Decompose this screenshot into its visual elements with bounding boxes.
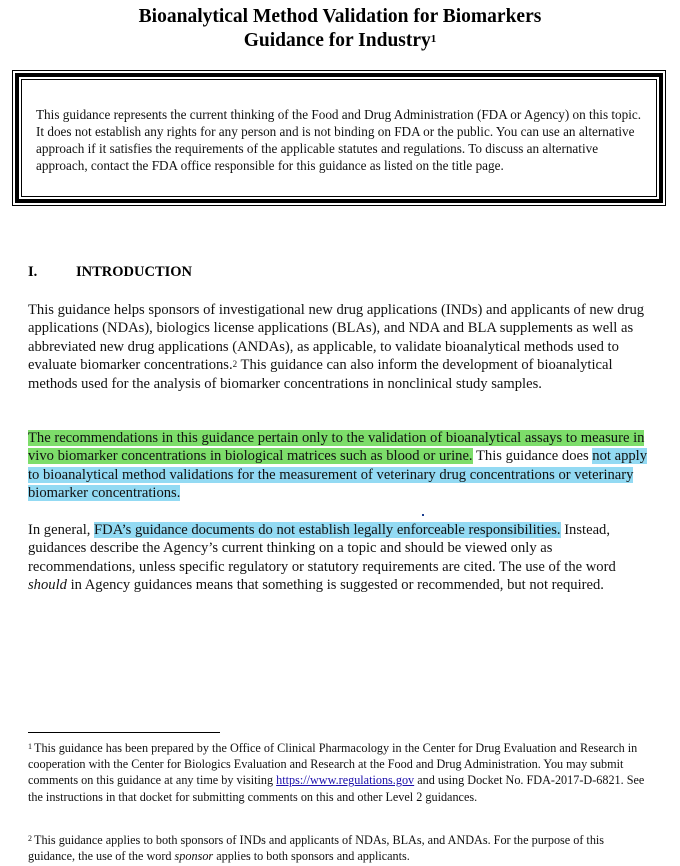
- fn2-number: 2: [28, 834, 32, 843]
- p3-plain-end: in Agency guidances means that something is suggested or recommended, but not required.: [66, 577, 604, 594]
- p1-text-before: This guidance helps sponsors of investigational new drug applications (INDs) and applicants of new drug applications (NDAs), biologics license applications (BLAs), and NDA and BLA supplements as well as abbreviated new drug applications (ANDAs), as applicable, to validate bioanalytical methods used to evaluate biomarker concentrations.: [28, 302, 645, 374]
- fn1-number: 1: [28, 742, 32, 751]
- p3-plain-mid: Instead, guidances describe the Agency’s current thinking on a topic and should be viewed only as recommendations, unless specific regulatory or statutory requirements are cited. The use of the word: [28, 522, 616, 575]
- p1-footnote-ref[interactable]: 2: [232, 359, 238, 370]
- document-title: [0, 5, 680, 53]
- intro-paragraph-1: [28, 301, 648, 393]
- fn2-italic-sponsor: sponsor: [174, 849, 214, 864]
- guidance-notice-box: [12, 70, 666, 206]
- fn2-text-before: This guidance applies to both sponsors of INDs and applicants of NDAs, BLAs, and ANDAs. For the purpose of this guidance, the use of the word: [28, 833, 605, 864]
- section-heading: [28, 264, 192, 281]
- footnote-separator: [28, 732, 220, 733]
- fn1-text-after: and using Docket No. FDA-2017-D-6821. See the instructions in that docket for submitting comments on this and other Level 2 guidances.: [28, 773, 645, 804]
- title-line-1: Bioanalytical Method Validation for Biomarkers: [138, 6, 542, 27]
- footnote-2: [28, 832, 653, 864]
- fn1-text-before: This guidance has been prepared by the Office of Clinical Pharmacology in the Center for Drug Evaluation and Research in cooperation with the Center for Biologics Evaluation and Research at the Food and Drug Administration. You may submit comments on this guidance at any time by visiting: [28, 741, 638, 788]
- p3-plain-start: In general,: [28, 522, 95, 538]
- p3-italic-should: should: [28, 577, 67, 594]
- notice-text: This guidance represents the current thinking of the Food and Drug Administration (FDA or Agency) on this topic. It does not establish any rights for any person and is not binding on FDA or the public. You can use an alternative approach if it satisfies the requirements of the applicable statutes and regulations. To discuss an alternative approach, contact the FDA office responsible for this guidance as listed on the title page.: [36, 107, 642, 173]
- p1-text-after: This guidance can also inform the development of bioanalytical methods used for the analysis of biomarker concentrations in nonclinical study samples.: [28, 357, 613, 392]
- intro-paragraph-2: [28, 429, 648, 503]
- footnote-1: [28, 740, 653, 805]
- section-title: INTRODUCTION: [76, 264, 193, 280]
- intro-paragraph-3: [28, 521, 648, 595]
- title-line-2-text: Guidance for Industry: [243, 30, 431, 51]
- regulations-gov-link[interactable]: https://www.regulations.gov: [276, 773, 415, 788]
- highlight-blue-span: not apply to bioanalytical method validations for the measurement of veterinary drug concentrations or veterinary biomarker concentrations.: [28, 448, 648, 502]
- notice-box-inner: [21, 79, 657, 197]
- highlight-green-span: The recommendations in this guidance pertain only to the validation of bioanalytical assays to measure in vivo biomarker concentrations in biological matrices such as blood or urine.: [28, 430, 645, 465]
- p2-plain-text: This guidance does: [472, 448, 593, 465]
- notice-box-thick-border: [15, 73, 663, 203]
- stray-dot-mark: [422, 514, 424, 516]
- highlight-blue-span-2: FDA’s guidance documents do not establish legally enforceable responsibilities.: [94, 522, 561, 538]
- section-number: I.: [28, 264, 38, 280]
- title-line-2: [0, 29, 680, 53]
- fn2-text-after: applies to both sponsors and applicants.: [213, 849, 410, 864]
- title-footnote-ref[interactable]: 1: [430, 33, 437, 45]
